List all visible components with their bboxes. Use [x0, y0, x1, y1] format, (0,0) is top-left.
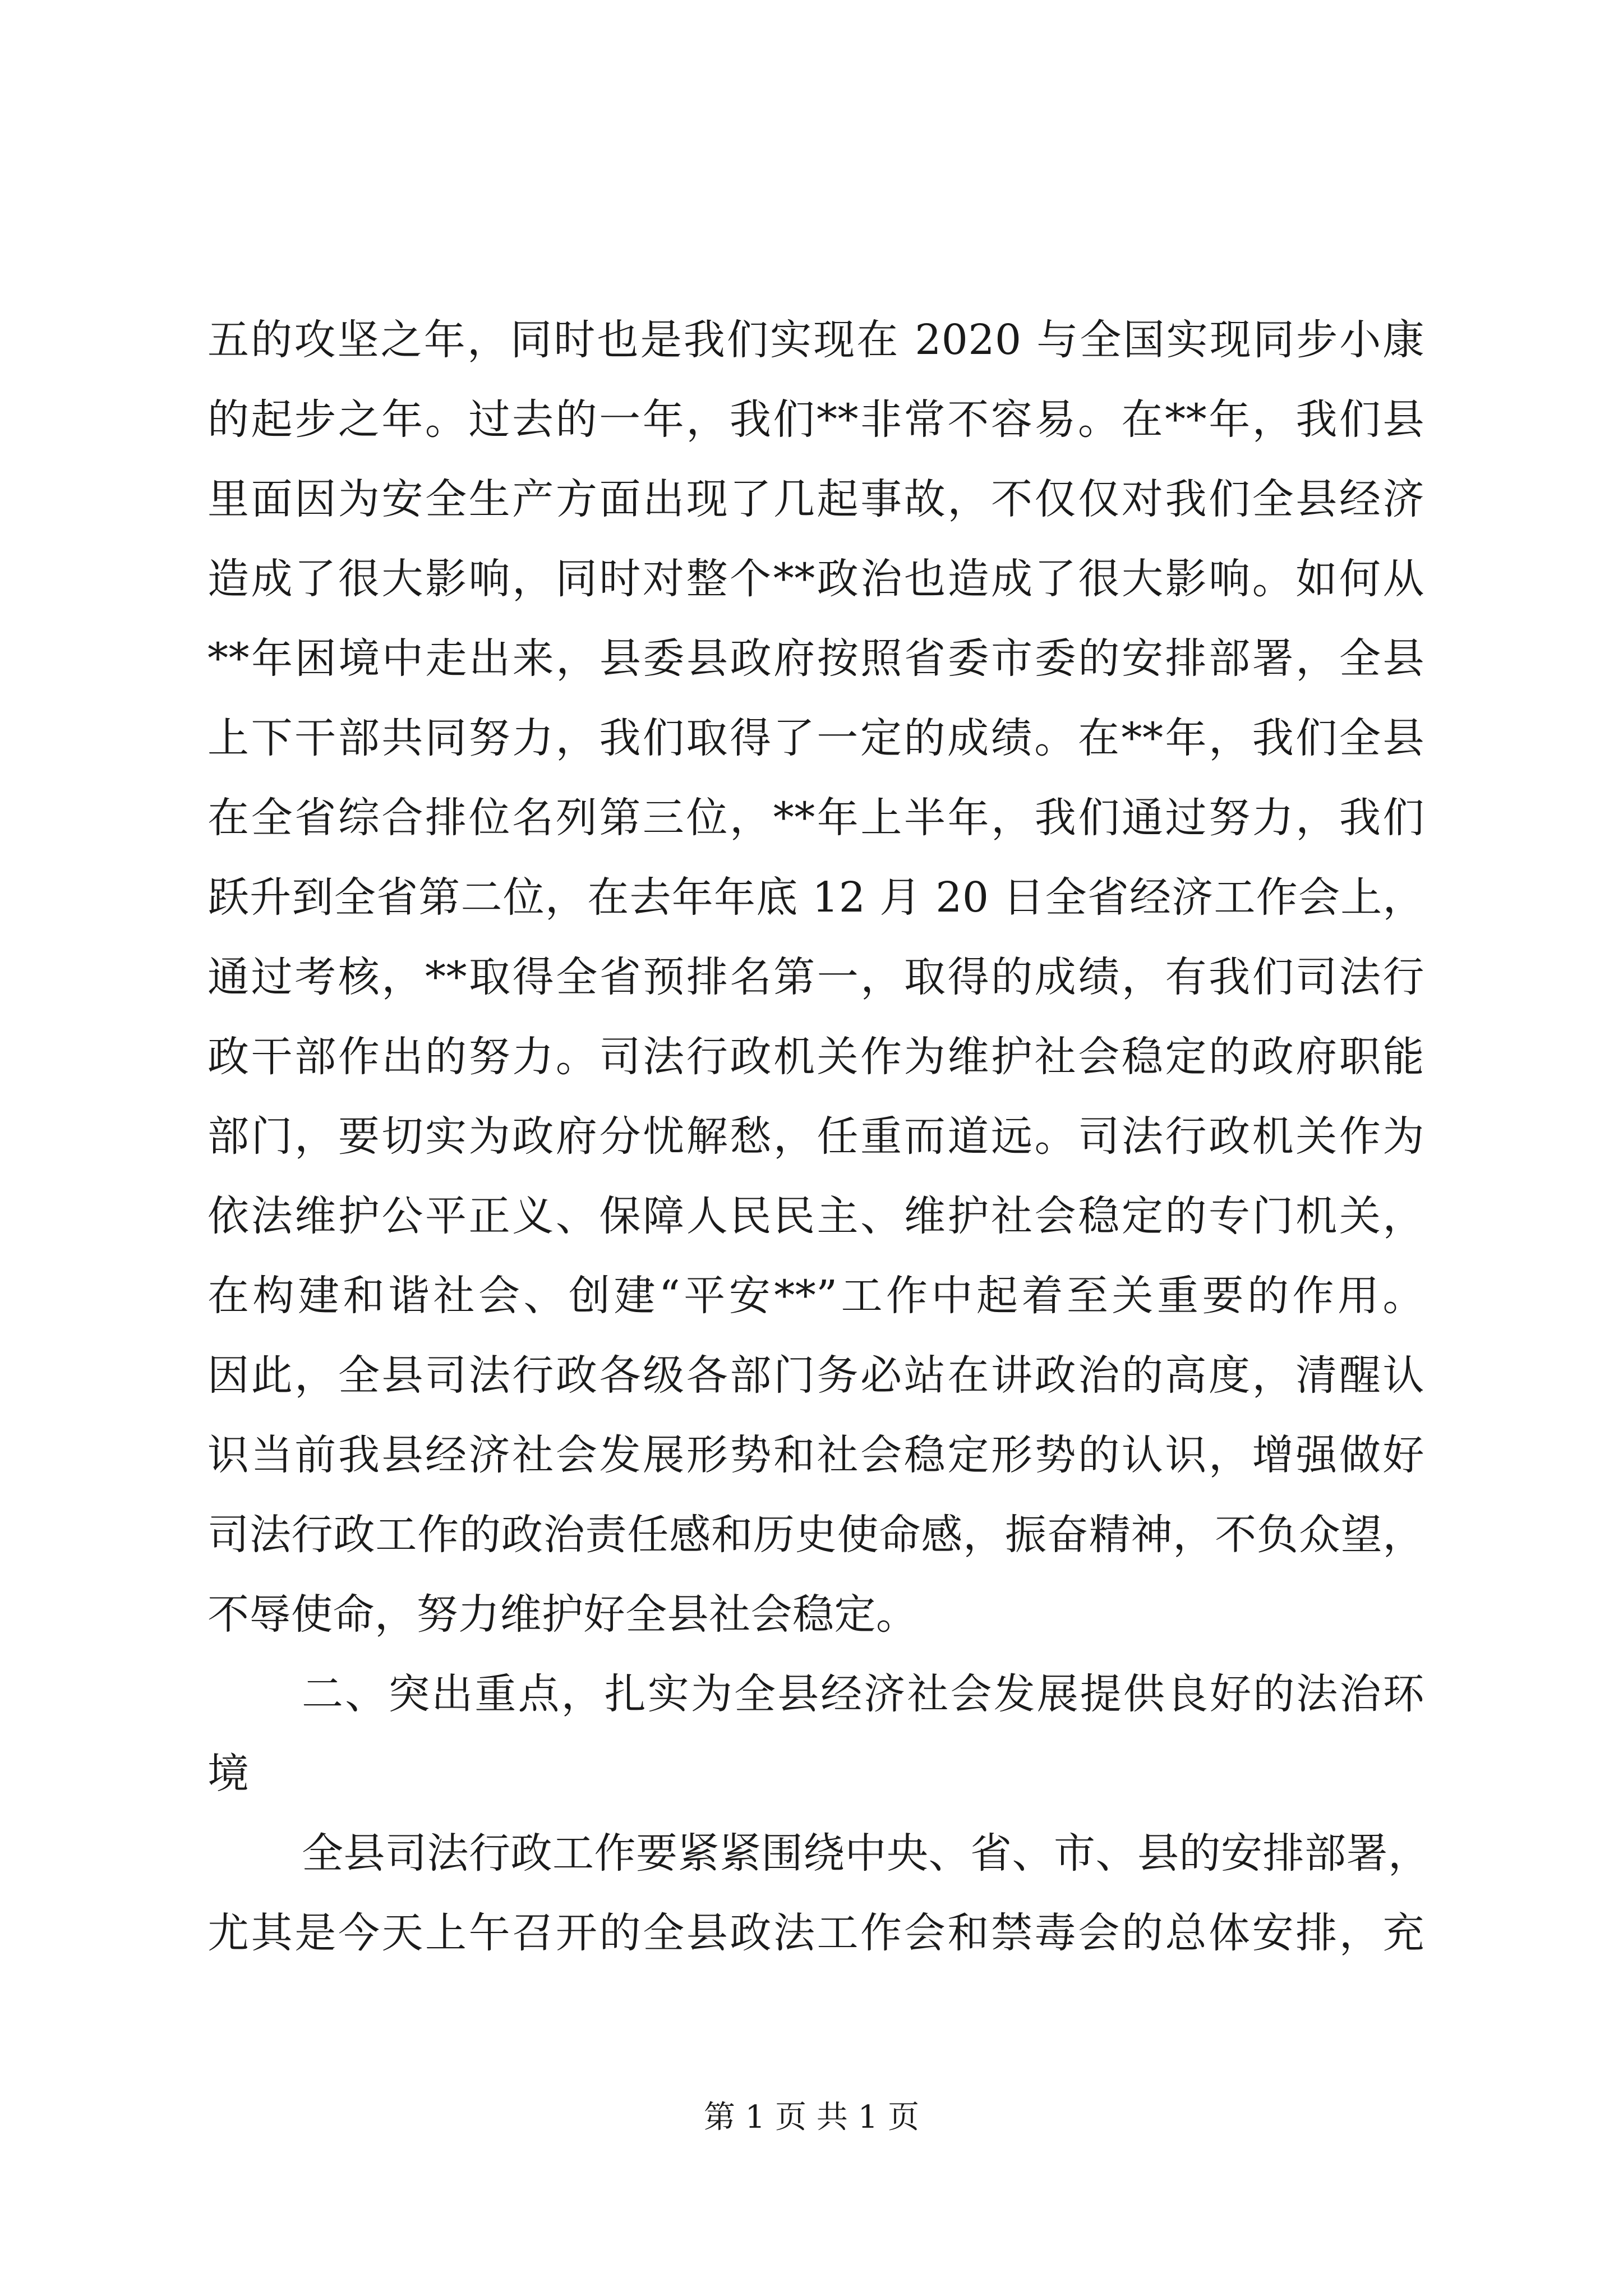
text-line: 因此，全县司法行政各级各部门务必站在讲政治的高度，清醒认 [208, 1351, 1424, 1400]
text-line: 部门，要切实为政府分忧解愁，任重而道远。司法行政机关作为 [208, 1112, 1424, 1161]
text-line: 在构建和谐社会、创建“平安**”工作中起着至关重要的作用。 [208, 1272, 1424, 1320]
text-line: **年困境中走出来，县委县政府按照省委市委的安排部署，全县 [208, 634, 1424, 683]
text-line: 在全省综合排位名列第三位，**年上半年，我们通过努力，我们 [208, 794, 1424, 842]
paragraph-end-line: 不辱使命，努力维护好全县社会稳定。 [208, 1590, 918, 1639]
text-line: 的起步之年。过去的一年，我们**非常不容易。在**年，我们县 [208, 395, 1424, 444]
text-line: 里面因为安全生产方面出现了几起事故，不仅仅对我们全县经济 [208, 475, 1424, 523]
text-line: 识当前我县经济社会发展形势和社会稳定形势的认识，增强做好 [208, 1431, 1424, 1479]
paragraph-start-line: 全县司法行政工作要紧紧围绕中央、省、市、县的安排部署， [302, 1829, 1430, 1878]
text-line: 政干部作出的努力。司法行政机关作为维护社会稳定的政府职能 [208, 1033, 1424, 1081]
section-heading-end-line: 境 [208, 1750, 250, 1798]
text-line: 上下干部共同努力，我们取得了一定的成绩。在**年，我们全县 [208, 714, 1424, 762]
text-line: 司法行政工作的政治责任感和历史使命感，振奋精神，不负众望， [208, 1511, 1424, 1559]
text-line: 尤其是今天上午召开的全县政法工作会和禁毒会的总体安排，充 [208, 1909, 1424, 1957]
text-line: 依法维护公平正义、保障人民民主、维护社会稳定的专门机关， [208, 1192, 1424, 1240]
page-footer: 第 1 页 共 1 页 [703, 2099, 920, 2136]
text-line: 通过考核，**取得全省预排名第一，取得的成绩，有我们司法行 [208, 953, 1424, 1001]
text-line: 五的攻坚之年，同时也是我们实现在 2020 与全国实现同步小康 [208, 316, 1424, 364]
text-line: 跃升到全省第二位，在去年年底 12 月 20 日全省经济工作会上， [208, 873, 1424, 922]
text-line: 造成了很大影响，同时对整个**政治也造成了很大影响。如何从 [208, 555, 1424, 603]
section-heading-line: 二、突出重点，扎实为全县经济社会发展提供良好的法治环 [302, 1670, 1424, 1718]
document-body [208, 300, 1430, 1973]
